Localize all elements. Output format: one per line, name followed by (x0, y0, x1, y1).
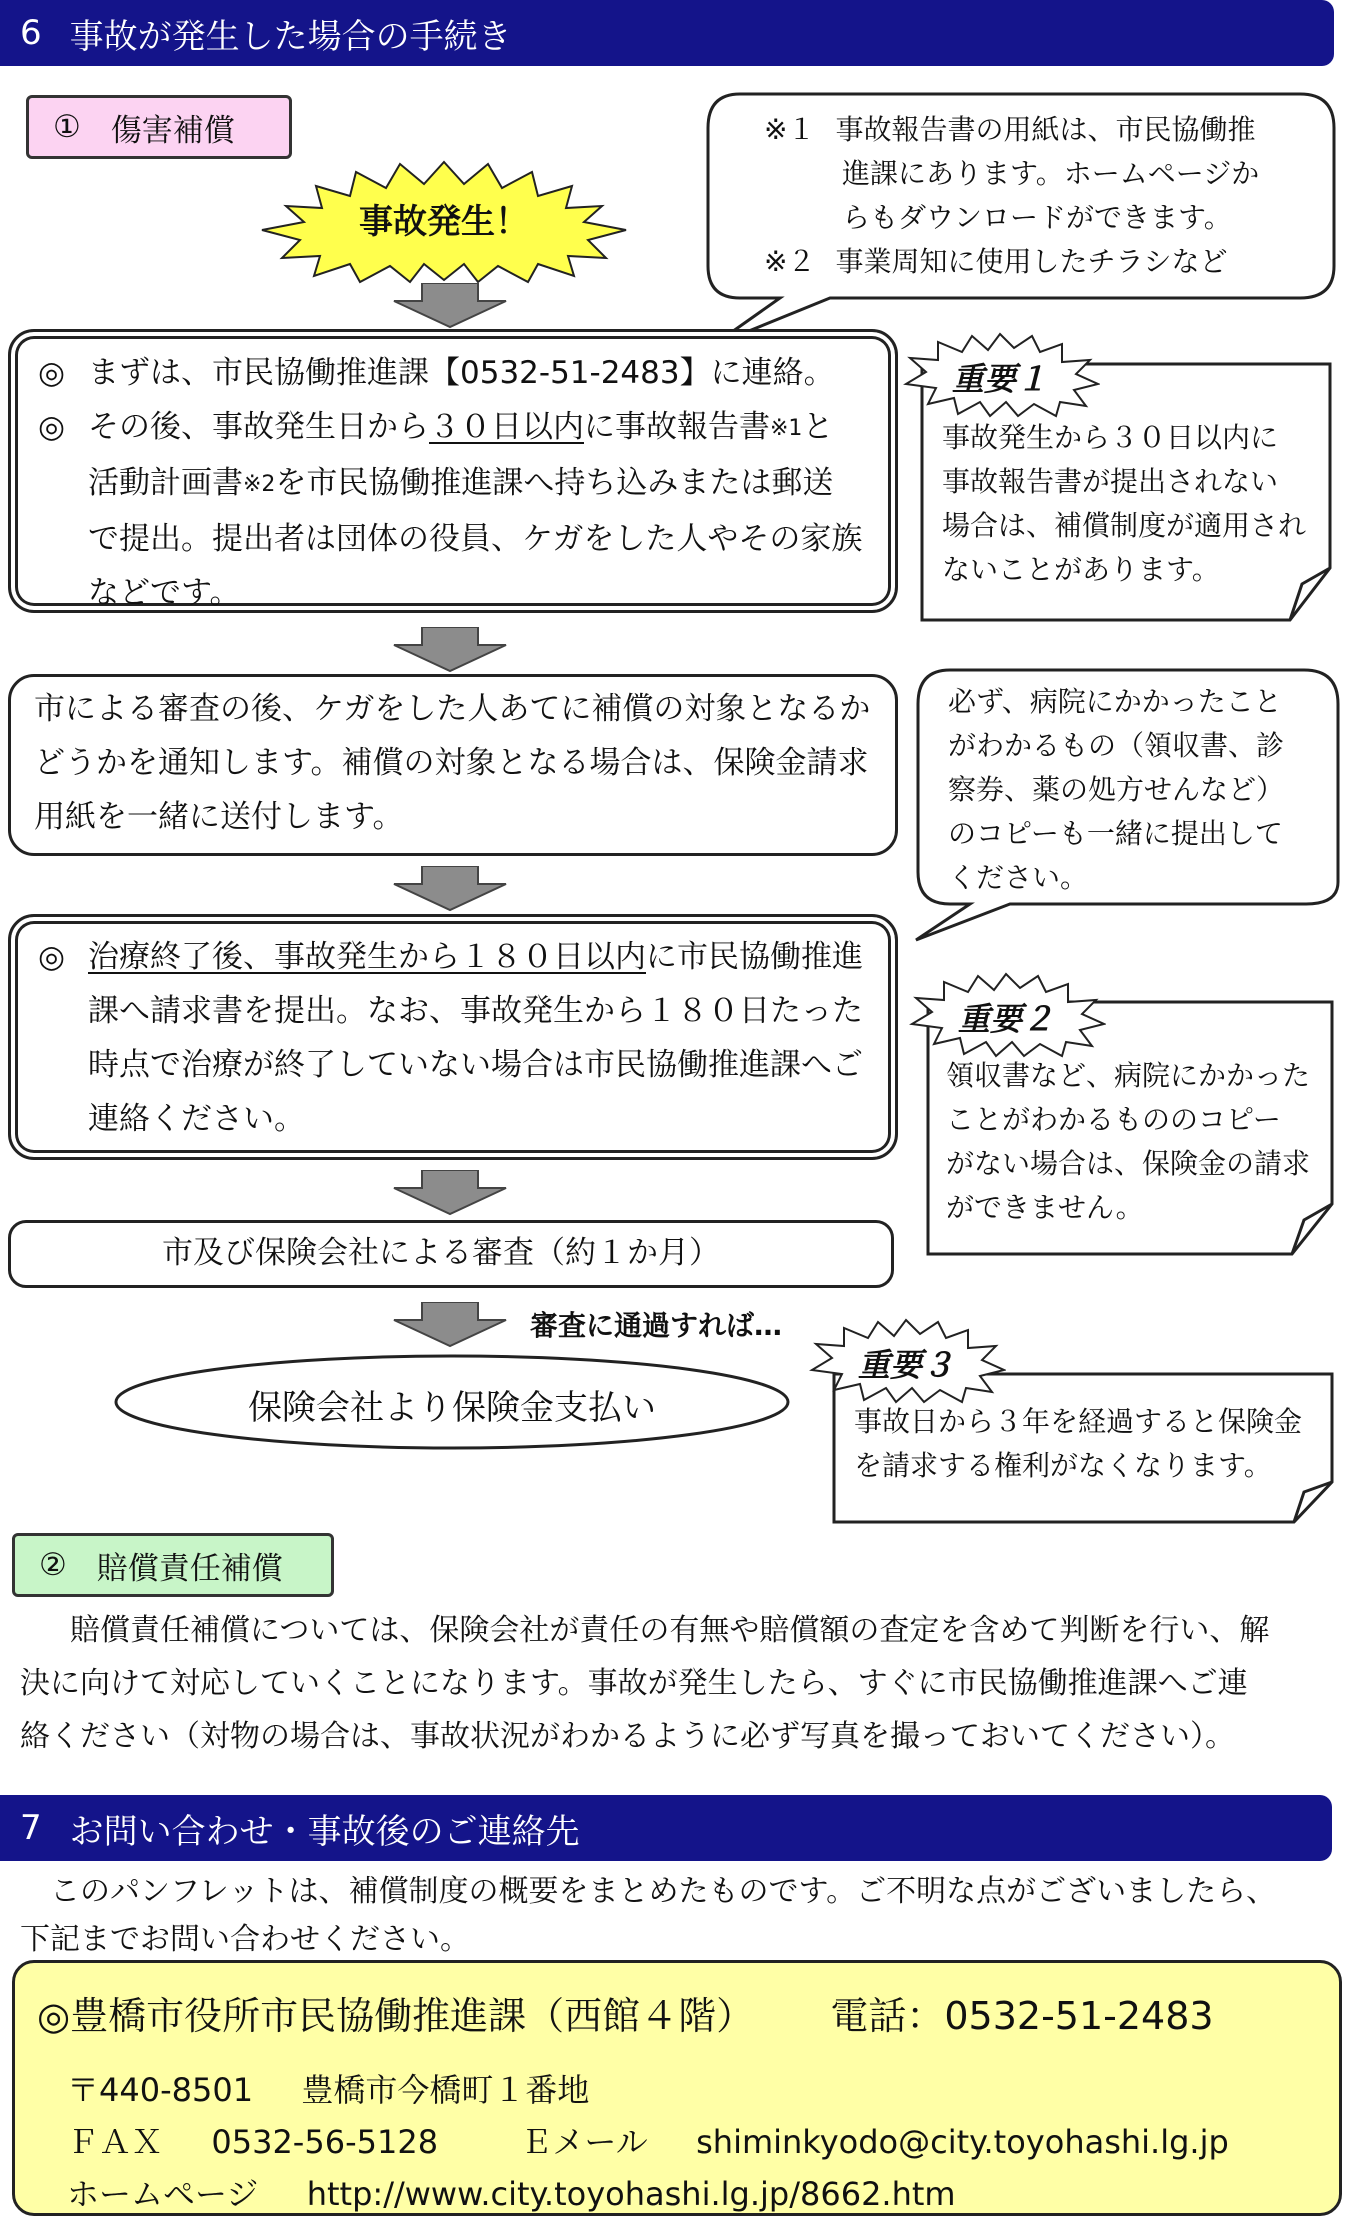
important1-text (942, 416, 1332, 592)
contact-homepage-link[interactable]: http://www.city.toyohashi.lg.jp/8662.htm (306, 2175, 956, 2213)
contact-fax-row (67, 2117, 1229, 2163)
flow-arrow-2 (392, 627, 508, 673)
section-6-title: 事故が発生した場合の手続き (69, 16, 512, 57)
contact-office: ◎豊橋市役所市民協働推進課（西館４階） (37, 1994, 755, 2038)
important3-line2: を請求する権利がなくなります。 (854, 1449, 1272, 1482)
flow-arrow-3 (392, 866, 508, 912)
step1-mark-2: ◎ (38, 409, 66, 445)
contact-office-row (37, 1985, 1327, 2040)
important2-line3: がない場合は、保険金の請求 (946, 1147, 1311, 1180)
contact-intro-line2: 下記までお問い合わせください。 (20, 1922, 470, 1957)
note1-text: 事故報告書の用紙は、市民協働推 (835, 113, 1256, 146)
contact-address: 豊橋市今橋町１番地 (301, 2071, 590, 2109)
step3-line3: 時点で治療が終了していない場合は市民協働推進課へご (88, 1047, 863, 1083)
liability-tag (12, 1533, 334, 1597)
step4-text: 市及び保険会社による審査（約１か月） (162, 1235, 720, 1271)
important1-line2: 事故報告書が提出されない (942, 465, 1279, 498)
step1-line4: で提出。提出者は団体の役員、ケガをした人やその家族 (88, 521, 863, 557)
important1-line3: 場合は、補償制度が適用され (942, 509, 1307, 542)
contact-homepage-row (67, 2169, 956, 2215)
step2-text (34, 682, 894, 844)
step1-line2-mid: に事故報告書 (584, 409, 770, 445)
step1-note2-ref: ※2 (243, 472, 276, 497)
step3-line2: 課へ請求書を提出。なお、事故発生から１８０日たった (88, 993, 863, 1029)
step2-line1: 市による審査の後、ケガをした人あてに補償の対象となるか (34, 691, 871, 727)
section-7-title: お問い合わせ・事故後のご連絡先 (69, 1811, 580, 1852)
payment-text: 保険会社より保険金支払い (248, 1388, 656, 1428)
step1-line2-post: と (802, 409, 834, 445)
note2-mark: ※２ (764, 245, 816, 278)
liability-tag-number: ② (39, 1547, 67, 1583)
contact-postal: 〒440-8501 (67, 2071, 254, 2109)
contact-phone: 0532-51-2483 (944, 1994, 1214, 2038)
step1-text (38, 346, 888, 620)
step1-line5: などです。 (88, 575, 241, 611)
contact-fax: 0532-56-5128 (211, 2123, 439, 2161)
bubble2-line3: 察券、薬の処方せんなど） (948, 773, 1285, 806)
step3-mark: ◎ (38, 939, 66, 975)
important2-line4: ができません。 (946, 1191, 1144, 1224)
note1-line2: 進課にあります。ホームページか (842, 157, 1260, 190)
step2-line3: 用紙を一緒に送付します。 (34, 799, 404, 835)
important2-badge (906, 972, 1106, 1058)
liability-text (20, 1604, 1340, 1763)
important1-badge (900, 332, 1100, 418)
accident-burst (252, 160, 636, 284)
step3-deadline-180: 治療終了後、事故発生から１８０日以内 (88, 939, 646, 975)
bubble2-line2: がわかるもの（領収書、診 (948, 729, 1285, 762)
contact-box (12, 1960, 1342, 2216)
contact-address-row (67, 2065, 589, 2111)
important2-line1: 領収書など、病院にかかった (946, 1059, 1311, 1092)
note1-line3: らもダウンロードができます。 (842, 201, 1232, 234)
important3-badge-text: 重要３ (857, 1346, 954, 1384)
section-7-header (0, 1795, 1332, 1861)
liability-line1: 賠償責任補償については、保険会社が責任の有無や賠償額の査定を含めて判断を行い、解 (70, 1613, 1270, 1648)
step1-line2-pre: その後、事故発生日から (88, 409, 429, 445)
flow-arrow-4 (392, 1170, 508, 1216)
important3-badge (806, 1318, 1006, 1404)
injury-tag (26, 95, 292, 159)
important3-line1: 事故日から３年を経過すると保険金 (854, 1405, 1303, 1438)
step3-line4: 連絡ください。 (88, 1101, 305, 1137)
step1-line3-post: を市民協働推進課へ持ち込みまたは郵送 (275, 465, 834, 501)
injury-tag-label: 傷害補償 (110, 112, 235, 149)
liability-line2: 決に向けて対応していくことになります。事故が発生したら、すぐに市民協働推進課へご連 (20, 1666, 1248, 1701)
pass-label: 審査に通過すれば… (530, 1309, 783, 1342)
step1-deadline-30: ３０日以内 (429, 409, 584, 445)
liability-line3: 絡ください（対物の場合は、事故状況がわかるように必ず写真を撮っておいてください）。 (20, 1719, 1235, 1754)
contact-email[interactable]: shiminkyodo@city.toyohashi.lg.jp (696, 2123, 1229, 2161)
important2-line2: ことがわかるもののコピー (946, 1103, 1281, 1136)
flow-arrow-1 (392, 283, 508, 329)
bubble2-line5: ください。 (948, 861, 1089, 894)
accident-burst-text: 事故発生！ (359, 202, 529, 242)
contact-homepage-label: ホームページ (67, 2175, 259, 2213)
important1-line4: ないことがあります。 (942, 553, 1220, 586)
bubble2-line4: のコピーも一緒に提出して (948, 817, 1283, 850)
step2-line2: どうかを通知します。補償の対象となる場合は、保険金請求 (34, 745, 869, 781)
callout-notes (764, 108, 1324, 284)
contact-phone-label: 電話： (830, 1994, 945, 2038)
note1-mark: ※１ (764, 113, 816, 146)
step3-line1-post: に市民協働推進 (646, 939, 863, 975)
injury-tag-number: ① (53, 109, 81, 145)
section-7-number: 7 (20, 1808, 42, 1848)
contact-intro (20, 1868, 1340, 1964)
step1-note1-ref: ※1 (770, 416, 803, 441)
contact-fax-label: ＦＡＸ (67, 2123, 164, 2161)
note2-text: 事業周知に使用したチラシなど (835, 245, 1228, 278)
contact-intro-line1: このパンフレットは、補償制度の概要をまとめたものです。ご不明な点がございましたら、 (50, 1874, 1277, 1909)
contact-email-label: Ｅメール (520, 2123, 648, 2161)
bubble2-line1: 必ず、病院にかかったこと (948, 685, 1282, 718)
step3-text (38, 930, 888, 1146)
flow-arrow-5 (392, 1302, 508, 1348)
liability-tag-label: 賠償責任補償 (96, 1550, 283, 1587)
step1-line3-pre: 活動計画書 (88, 465, 243, 501)
section-6-number: 6 (20, 13, 42, 53)
bubble2-text (948, 680, 1338, 900)
step1-mark-1: ◎ (38, 355, 66, 391)
important2-text (946, 1054, 1336, 1230)
important1-line1: 事故発生から３０日以内に (942, 421, 1279, 454)
step1-line1: まずは、市民協働推進課【0532-51-2483】に連絡。 (88, 355, 835, 391)
section-6-header (0, 0, 1334, 66)
important1-badge-text: 重要１ (951, 360, 1048, 398)
important2-badge-text: 重要２ (957, 1000, 1054, 1038)
important3-text (854, 1400, 1334, 1488)
